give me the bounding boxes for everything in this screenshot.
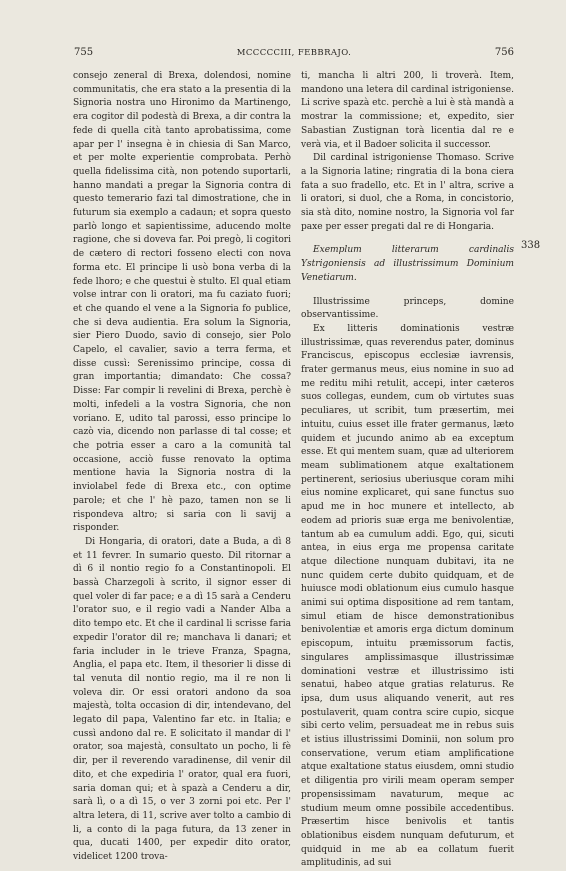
paragraph-continuation: ti, mancha li altri 200, li troverà. Item, mandono una letera dil cardinal istrigoniense. Li scrive spazà etc. perchè a lui è stà mandà a mostrar la commissione; et, expedito, sier Sabastian Zustignan torà licentia dal re e verà via, et il Badoer solicita il successor. (301, 71, 514, 150)
right-column (301, 70, 514, 869)
spacer (301, 286, 514, 296)
page-number-left: 755 (74, 47, 94, 58)
paragraph-hongaria: Di Hongaria, di oratori, date a Buda, a dì 8 et 11 fevrer. In sumario questo. Dil ritornar a dì 6 il nontio regio fo a Constantinopoli. El bassà Charzegoli à scrito, il signor esser di quel voler di far pace; e a dì 15 sarà a Cenderu l'orator suo, e il regio vadi a Nander Alba a dito tempo etc. Et che il cardinal li scrisse faria expedir l'orator dil re; manchava li danari; et faria includer in le trieve Franza, Spagna, Anglia, el papa etc. Item, il thesorier li disse di tal venuta dil nontio regio, ma il re non li voleva dir. Or essi oratori andono da soa majestà, tolta occasion di dir, intendevano, del legato dil papa, Valentino far etc. in Italia; e cussì andono dal re. E solicitato il mandar di l' orator, soa majestà, consultato un pocho, li fè dir, per il reverendo varadinense, dil venir dil dito, et che expediria l' orator, qual era fuori, saria doman qui; et à spazà a Cenderu a dir, sarà lì, o a dì 15, o ver 3 zorni poi etc. Per l' altra letera, di 11, scrive aver tolto a cambio di li, a conto di la paga futura, da 13 zener in qua, ducati 1400, per expedir dito orator, videlicet 1200 trova- (73, 536, 291, 863)
page-number-right: 756 (494, 47, 514, 58)
letter-salutation: Illustrissime princeps, domine observantissime. (301, 296, 514, 321)
margin-folio-number: 338 (521, 240, 541, 251)
running-head-title: MCCCCCIII, FEBBRAJO. (236, 48, 352, 58)
left-column (73, 70, 291, 863)
running-header (74, 46, 514, 60)
letter-body: Ex litteris dominationis vestræ illustrissimæ, quas reverendus pater, dominus Franciscus, episcopus ecclesiæ iavrensis, frater germanus meus, eius nomine in suo ad me reditu mihi retulit, accepi, inter cæteros suos collegas, eundem, cum ob virtutes suas peculiares, ut scribit, tum præsertim, mei intuitu, cuius esset ille frater germanus, læto quidem et jucundo animo ab ea exceptum esse. Et qui mentem suam, quæ ad ulteriorem meam sublimationem atque exaltationem pertinerent, seriosius uberiusque coram mihi eius nomine explicaret, qui sane functus suo apud me in hoc munere et intellecto, ab eodem ad prioris suæ erga me benivolentiæ, tantum ab ea cumulum addi. Ego, qui, sicuti antea, in eius erga me propensa caritate atque dilectione nunquam dubitavi, ita ne nunc quidem certe dubito quidquam, et de huiusce modi oblationum eius cumulo hasque animi sui optima dispositione ad rem tantam, simul etiam de hisce demonstrationibus benivolentiæ et amoris erga dictum dominum episcopum, intuitu præmissorum factis, singulares amplissimasque illustrissimæ dominationi vestræ et illustrissimo isti senatui, habeo atque gratias relaturus. Re ipsa, dum usus aliquando venerit, aut res postulaverit, quam contra scire cupio, sicque sibi certo velim, persuadeat me in rebus suis et istius illustrissimi Dominii, non solum pro conservatione, verum etiam amplificatione atque exaltatione status eiusdem, omni studio et diligentia pro virili meam operam semper propensissimam navaturum, meque ac studium meum omne possibile accedentibus. Præsertim hisce benivolis et tantis oblationibus eisdem nunquam defuturum, et quidquid in me ab ea collatum fuerit amplitudinis, ad sui (301, 323, 514, 869)
letter-heading: Exemplum litterarum cardinalis Ystrigoniensis ad illustrissimum Dominium Venetiarum. (301, 245, 514, 283)
spacer (301, 234, 514, 244)
paragraph-cardinal: Dil cardinal istrigoniense Thomaso. Scrive a la Signoria latine; ringratia di la bona ciera fata a suo fradello, etc. Et in l' altra, scrive a li oratori, si duol, che a Roma, in concistorio, sia stà dito, nomine nostro, la Signoria vol far paxe per esser pregati dal re di Hongaria. (301, 153, 514, 232)
paragraph-brexa: consejo zeneral di Brexa, dolendosi, nomine communitatis, che era stato a la presentia di la Signoria nostra uno Hironimo da Martinengo, era cogitor dil podestà di Brexa, a dir contra la fede di quella cità tanto aprobatissima, come apar per l' insegna è in chiesia di San Marco, et per molte experientie comprobata. Perhò quella fidelissima cità, non potendo suportarli, hanno mandati a pregar la Signoria contra di questo temerario fazi tal dimostratione, che in futurum sia exemplo a cadaun; et sopra questo parlò longo et sapientissime, aducendo molte ragione, che si doveva far. Poi pregò, li cogitori de cætero di rectori fosseno electi con nova forma etc. El principe li usò bona verba di la fede lhoro; e che questui è stulto. El qual etiam volse intrar con li oratori, ma fu caziato fuori; et che quando el vene a la Signoria fo publice, che si deva audientia. Era solum la Signoria, sier Piero Duodo, savio di consejo, sier Polo Capelo, el cavalier, savio a terra ferma, et disse cussì: Serenissimo principe, cossa di gran importantia; dimandato: Che cossa? Disse: Far compir li revelini di Brexa, perchè è molti, infedeli a la vostra Signoria, che non voriano. E, udito tal parossi, esso principe lo cazò via, dicendo non parlasse di tal cosse; et che potria esser a caro a la comunità tal occasione, acciò fusse renovato la optima mentione havia la Signoria nostra di la inviolabel fede di Brexa etc., con optime parole; et che l' hè pazo, tamen non se li rispondeva altro; si saria con li savij a risponder. (73, 71, 291, 534)
